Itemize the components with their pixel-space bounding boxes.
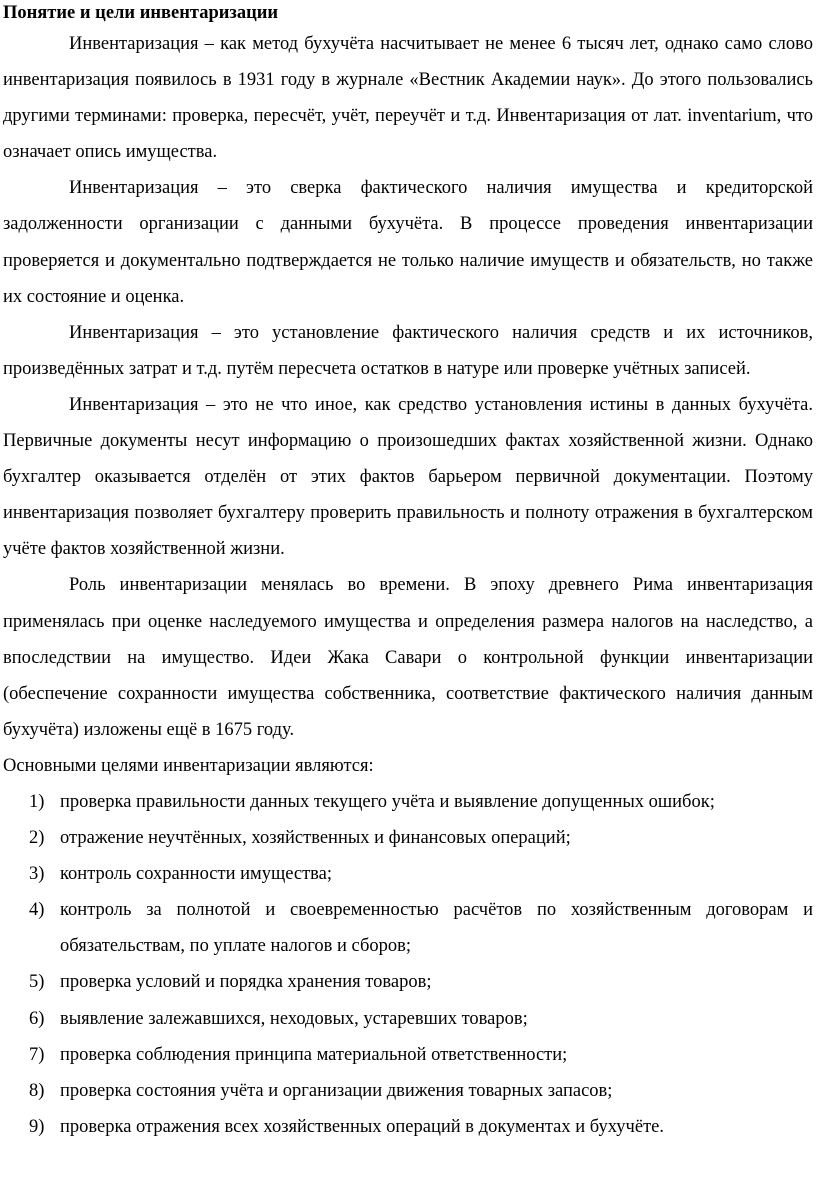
list-item-number: 3) [29, 864, 45, 885]
list-item-number: 1) [29, 791, 45, 812]
list-item [3, 820, 813, 856]
list-item-text: выявление залежавшихся, неходовых, устаревших товаров; [60, 1008, 528, 1029]
list-item [3, 1109, 813, 1145]
list-item-number: 9) [29, 1116, 45, 1137]
list-item-number: 5) [29, 972, 45, 993]
list-item [3, 856, 813, 892]
list-item-text: проверка состояния учёта и организации движения товарных запасов; [60, 1080, 613, 1101]
list-item-text: проверка соблюдения принципа материальной ответственности; [60, 1044, 568, 1065]
paragraph-history: Инвентаризация – как метод бухучёта насчитывает не менее 6 тысяч лет, однако само слово инвентаризация появилось в 1931 году в журнале «Вестник Академии наук». До этого пользовались другими терминами: проверка, пересчёт, учёт, переучёт и т.д. Инвентаризация от лат. inventarium, что означает опись имущества. [3, 34, 813, 163]
list-item [3, 1001, 813, 1037]
list-item-text: контроль сохранности имущества; [60, 864, 333, 885]
list-item-text: контроль за полнотой и своевременностью расчётов по хозяйственным договорам и обязательствам, по уплате налогов и сборов; [60, 900, 813, 957]
paragraph-role-history: Роль инвентаризации менялась во времени. В эпоху древнего Рима инвентаризация применялась при оценке наследуемого имущества и определения размера налогов на наследство, а впоследствии на имущество. Идеи Жака Савари о контрольной функции инвентаризации (обеспечение сохранности имущества собственника, соответствие фактического наличия данным бухучёта) изложены ещё в 1675 году. [3, 575, 813, 740]
list-item [3, 1037, 813, 1073]
list-item-text: отражение неучтённых, хозяйственных и финансовых операций; [60, 828, 571, 849]
list-item-text: проверка правильности данных текущего учёта и выявление допущенных ошибок; [60, 791, 715, 812]
goals-intro: Основными целями инвентаризации являются: [3, 755, 374, 776]
list-item [3, 784, 813, 820]
paragraph-definition-recount: Инвентаризация – это установление фактического наличия средств и их источников, произведённых затрат и т.д. путём пересчета остатков в натуре или проверке учётных записей. [3, 322, 813, 379]
list-item [3, 964, 813, 1000]
paragraph-definition-truth: Инвентаризация – это не что иное, как средство установления истины в данных бухучёта. Первичные документы несут информацию о произошедших фактах хозяйственной жизни. Однако бухгалтер оказывается отделён от этих фактов барьером первичной документации. Поэтому инвентаризация позволяет бухгалтеру проверить правильность и полноту отражения в бухгалтерском учёте фактов хозяйственной жизни. [3, 394, 813, 560]
list-item-number: 8) [29, 1080, 45, 1101]
list-item-text: проверка условий и порядка хранения товаров; [60, 972, 432, 993]
list-item-text: проверка отражения всех хозяйственных операций в документах и бухучёте. [60, 1116, 664, 1137]
list-item-number: 6) [29, 1008, 45, 1029]
paragraph-definition-reconciliation: Инвентаризация – это сверка фактического наличия имущества и кредиторской задолженности организации с данными бухучёта. В процессе проведения инвентаризации проверяется и документально подтверждается не только наличие имуществ и обязательств, но также их состояние и оценка. [3, 178, 813, 307]
list-item [3, 1073, 813, 1109]
document-title: Понятие и цели инвентаризации [3, 3, 279, 23]
list-item-number: 4) [29, 900, 45, 921]
goals-list [3, 784, 813, 1145]
list-item-number: 2) [29, 828, 45, 849]
list-item [3, 892, 813, 964]
list-item-number: 7) [29, 1044, 45, 1065]
